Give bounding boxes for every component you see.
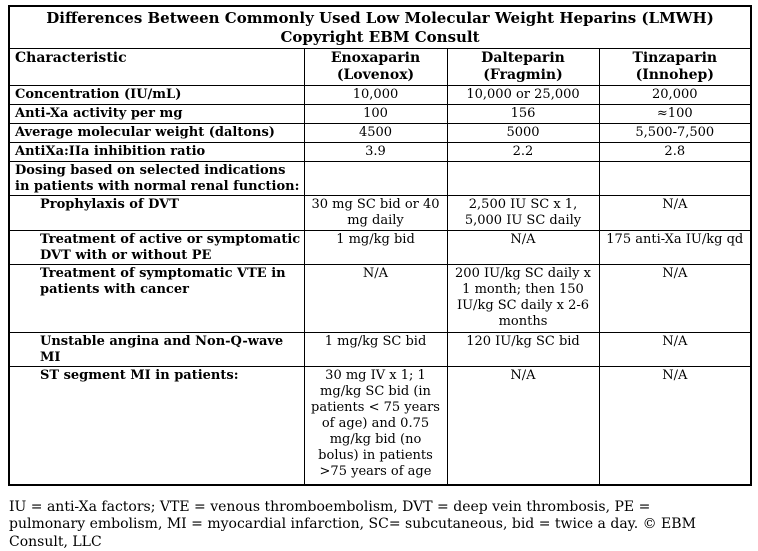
row-concentration <box>9 86 751 105</box>
cell-value: 10,000 <box>304 86 447 105</box>
row-label: Prophylaxis of DVT <box>9 196 304 231</box>
cell-value: 3.9 <box>304 143 447 162</box>
cell-value: 100 <box>304 105 447 124</box>
drug-name: Enoxaparin <box>308 50 444 67</box>
cell-value: 5000 <box>447 124 599 143</box>
row-molecular-weight <box>9 124 751 143</box>
drug-name: Tinzaparin <box>603 50 748 67</box>
cell-value: 2,500 IU SC x 1, 5,000 IU SC daily <box>447 196 599 231</box>
row-unstable-angina <box>9 333 751 367</box>
table-copyright: Copyright EBM Consult <box>14 28 746 47</box>
row-label: Treatment of symptomatic VTE in patients with cancer <box>9 265 304 333</box>
row-inhibition-ratio <box>9 143 751 162</box>
cell-value: N/A <box>599 333 751 367</box>
row-anti-xa-activity <box>9 105 751 124</box>
drug-name: Dalteparin <box>451 50 596 67</box>
cell-value: N/A <box>447 367 599 485</box>
row-label: Anti-Xa activity per mg <box>9 105 304 124</box>
cell-value <box>304 162 447 196</box>
cell-value: 200 IU/kg SC daily x 1 month; then 150 IU/kg SC daily x 2-6 months <box>447 265 599 333</box>
cell-value: 2.2 <box>447 143 599 162</box>
row-dosing-section-header <box>9 162 751 196</box>
row-label: AntiXa:IIa inhibition ratio <box>9 143 304 162</box>
table-title: Differences Between Commonly Used Low Molecular Weight Heparins (LMWH) <box>14 9 746 28</box>
cell-value: 30 mg SC bid or 40 mg daily <box>304 196 447 231</box>
cell-value: ≈100 <box>599 105 751 124</box>
row-treatment-dvt-pe <box>9 231 751 265</box>
drug-brand: (Lovenox) <box>308 67 444 84</box>
cell-value: 1 mg/kg SC bid <box>304 333 447 367</box>
table-title-row <box>9 6 751 49</box>
row-prophylaxis-dvt <box>9 196 751 231</box>
cell-value: 175 anti-Xa IU/kg qd <box>599 231 751 265</box>
cell-value: N/A <box>599 367 751 485</box>
drug-brand: (Innohep) <box>603 67 748 84</box>
cell-value: 120 IU/kg SC bid <box>447 333 599 367</box>
lmwh-comparison-table <box>8 5 752 486</box>
cell-value: 20,000 <box>599 86 751 105</box>
cell-value: 2.8 <box>599 143 751 162</box>
row-label: Treatment of active or symptomatic DVT with or without PE <box>9 231 304 265</box>
row-label: Unstable angina and Non-Q-wave MI <box>9 333 304 367</box>
cell-value: N/A <box>447 231 599 265</box>
drug-brand: (Fragmin) <box>451 67 596 84</box>
row-st-segment-mi <box>9 367 751 485</box>
cell-value: N/A <box>599 196 751 231</box>
row-label: Dosing based on selected indications in patients with normal renal function: <box>9 162 304 196</box>
cell-value: 1 mg/kg bid <box>304 231 447 265</box>
column-header-enoxaparin <box>304 49 447 86</box>
column-header-tinzaparin <box>599 49 751 86</box>
cell-value: N/A <box>599 265 751 333</box>
column-header-dalteparin <box>447 49 599 86</box>
column-header-characteristic: Characteristic <box>9 49 304 86</box>
row-treatment-vte-cancer <box>9 265 751 333</box>
row-label: ST segment MI in patients: <box>9 367 304 485</box>
cell-value: 30 mg IV x 1; 1 mg/kg SC bid (in patients < 75 years of age) and 0.75 mg/kg bid (no bolus) in patients >75 years of age <box>304 367 447 485</box>
row-label: Average molecular weight (daltons) <box>9 124 304 143</box>
cell-value: 10,000 or 25,000 <box>447 86 599 105</box>
cell-value: 5,500-7,500 <box>599 124 751 143</box>
abbreviations-footnote: IU = anti-Xa factors; VTE = venous thromboembolism, DVT = deep vein thrombosis, PE = pulmonary embolism, MI = myocardial infarction, SC= subcutaneous, bid = twice a day. © EBM Consult, LLC <box>9 499 699 551</box>
cell-value: N/A <box>304 265 447 333</box>
row-label: Concentration (IU/mL) <box>9 86 304 105</box>
cell-value <box>447 162 599 196</box>
table-header-row <box>9 49 751 86</box>
cell-value <box>599 162 751 196</box>
cell-value: 156 <box>447 105 599 124</box>
cell-value: 4500 <box>304 124 447 143</box>
